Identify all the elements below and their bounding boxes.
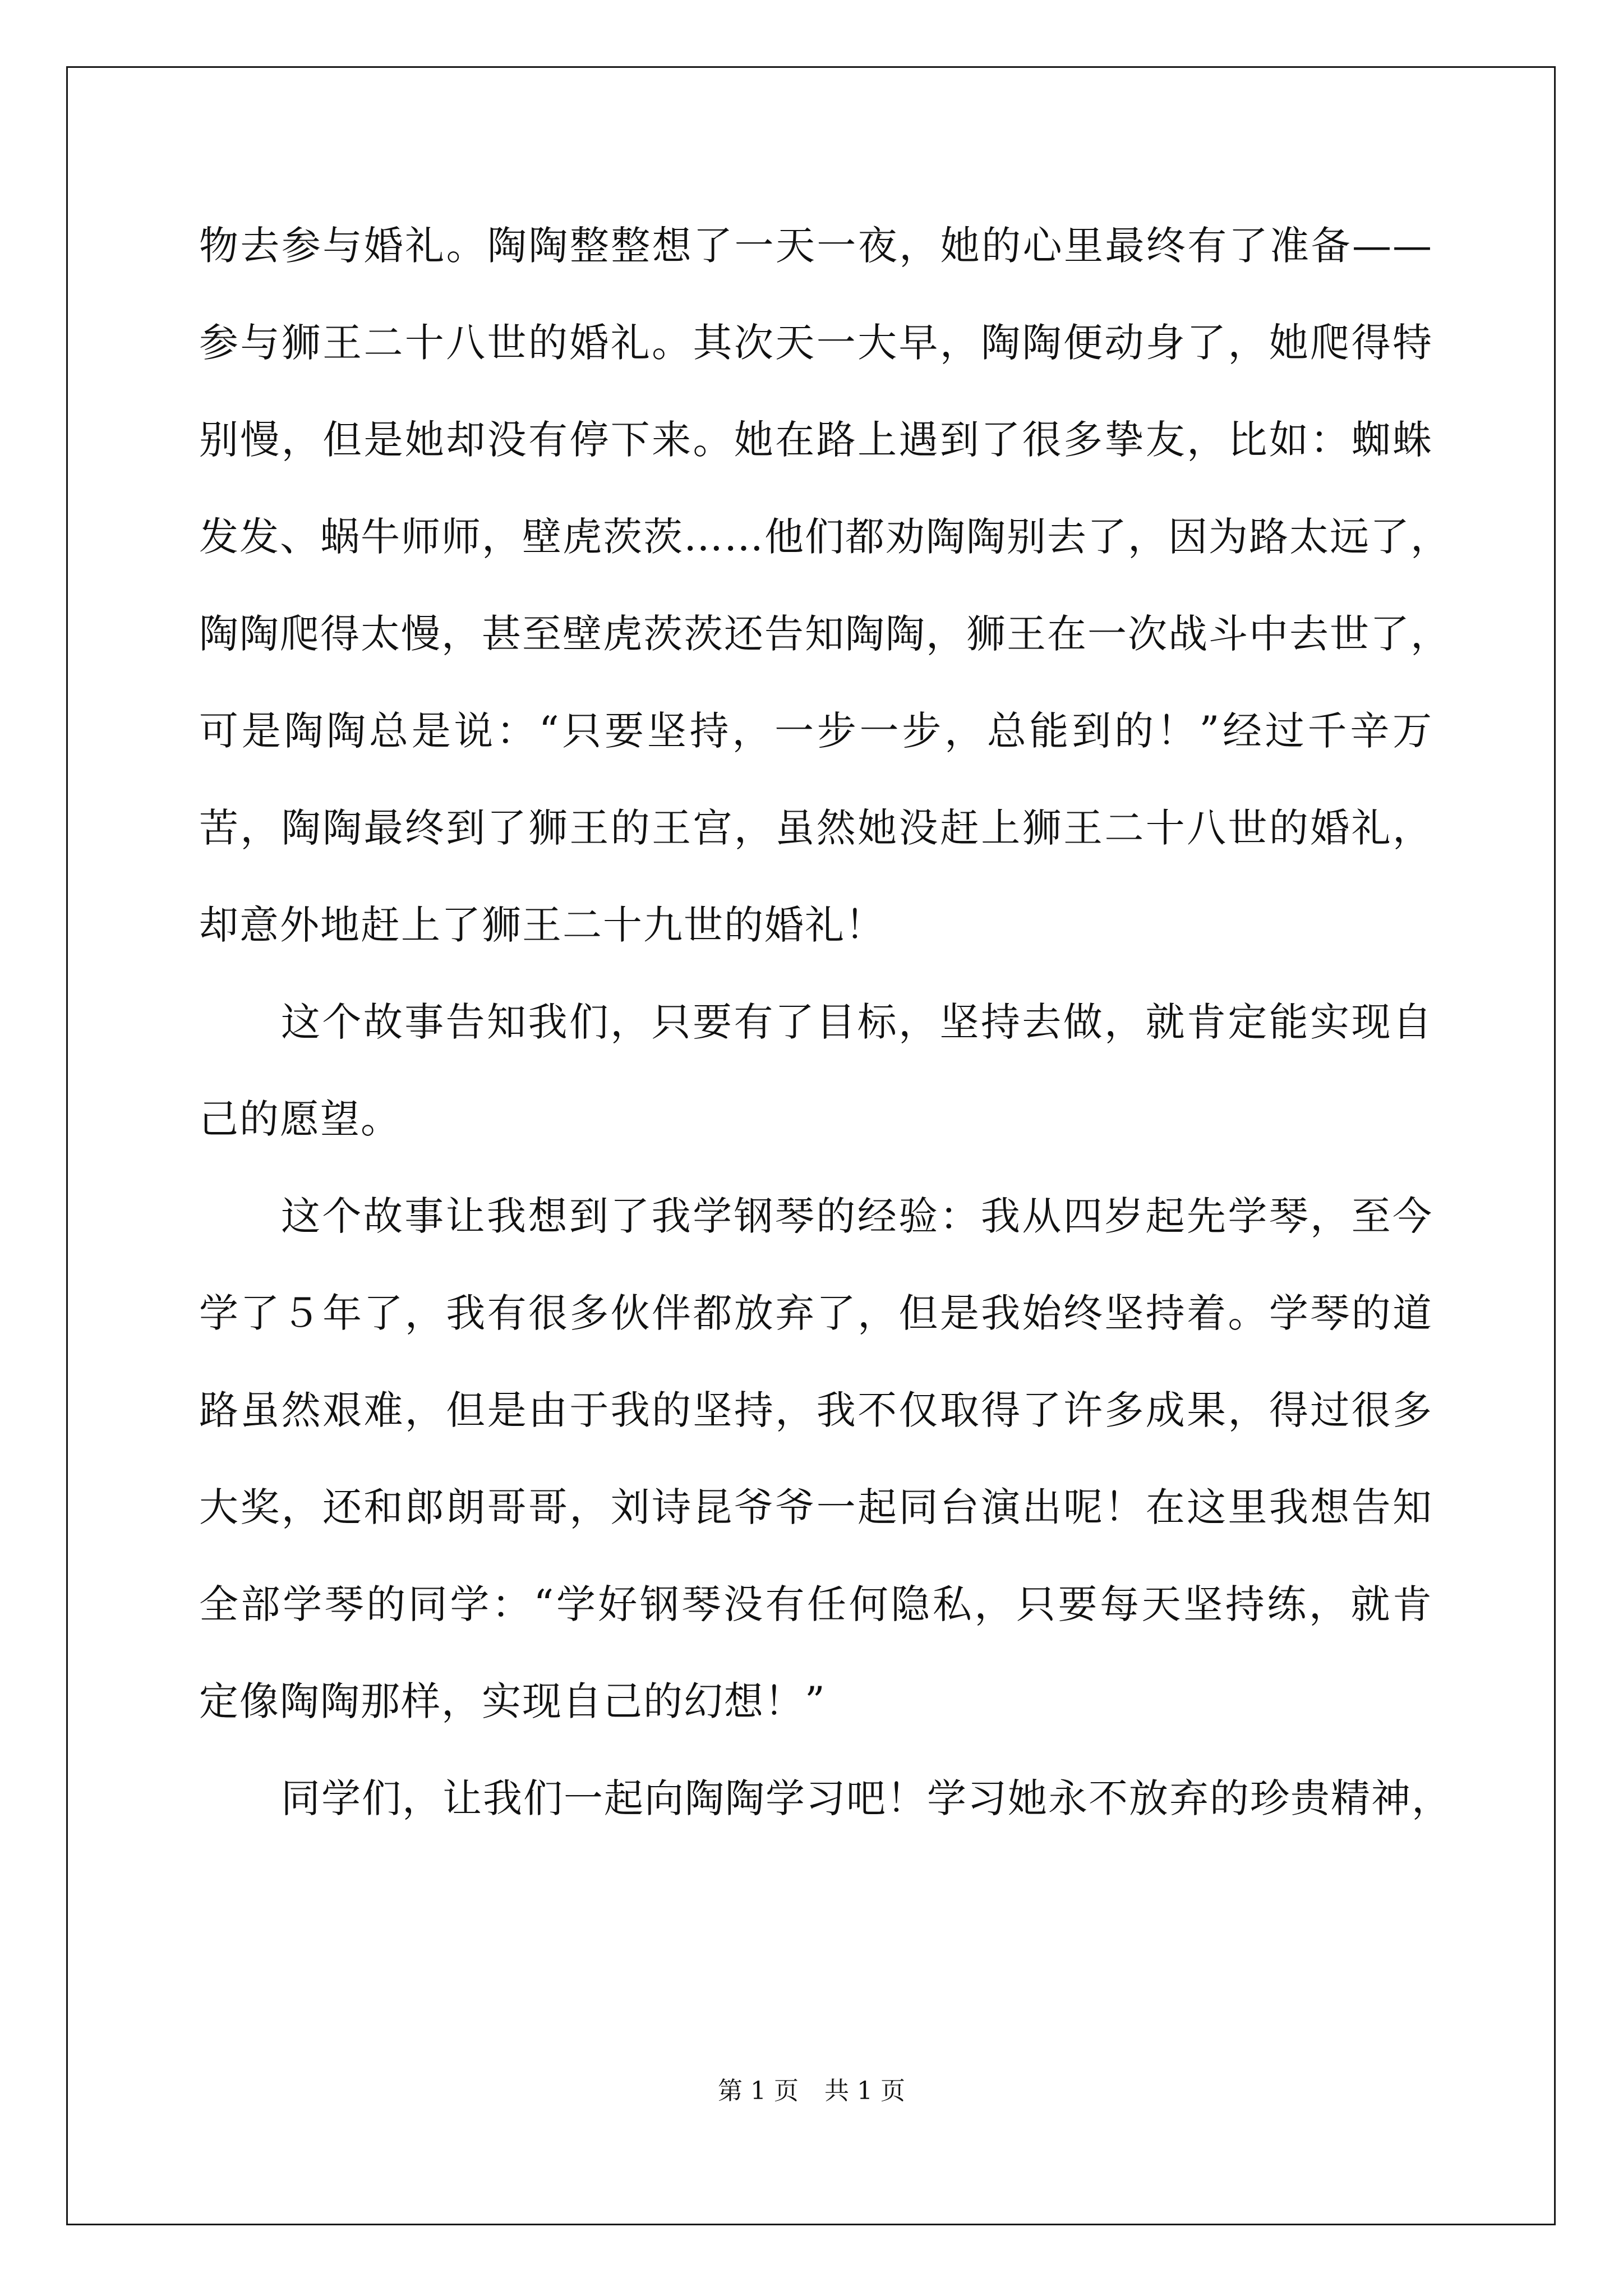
text-line: 路虽然艰难，但是由于我的坚持，我不仅取得了许多成果，得过很多 <box>199 1387 1433 1433</box>
text-line: 学了５年了，我有很多伙伴都放弃了，但是我始终坚持着。学琴的道 <box>199 1290 1433 1336</box>
text-line: 大奖，还和郎朗哥哥，刘诗昆爷爷一起同台演出呢！在这里我想告知 <box>199 1484 1433 1530</box>
text-line: 却意外地赶上了狮王二十九世的婚礼！ <box>199 902 886 948</box>
text-line: 全部学琴的同学：“学好钢琴没有任何隐私，只要每天坚持练，就肯 <box>199 1581 1433 1627</box>
text-line: 定像陶陶那样，实现自己的幻想！” <box>199 1678 826 1724</box>
text-line: 己的愿望。 <box>199 1096 401 1142</box>
text-line: 别慢，但是她却没有停下来。她在路上遇到了很多挚友，比如：蜘蛛 <box>199 417 1433 463</box>
text-line: 物去参与婚礼。陶陶整整想了一天一夜，她的心里最终有了准备—— <box>199 223 1433 269</box>
text-line: 发发、蜗牛师师，壁虎茨茨……他们都劝陶陶别去了，因为路太远了， <box>199 514 1451 560</box>
document-body <box>199 218 1452 1867</box>
page-number: 第 1 页 <box>718 2077 799 2105</box>
text-line: 苦，陶陶最终到了狮王的王宫，虽然她没赶上狮王二十八世的婚礼， <box>199 805 1433 851</box>
paragraph-first-line: 同学们，让我们一起向陶陶学习吧！学习她永不放弃的珍贵精神， <box>281 1775 1452 1821</box>
paragraph-first-line: 这个故事告知我们，只要有了目标，坚持去做，就肯定能实现自 <box>281 999 1433 1045</box>
page-count: 共 1 页 <box>824 2077 905 2105</box>
text-line: 参与狮王二十八世的婚礼。其次天一大早，陶陶便动身了，她爬得特 <box>199 320 1433 366</box>
text-line: 陶陶爬得太慢，甚至壁虎茨茨还告知陶陶，狮王在一次战斗中去世了， <box>199 611 1451 657</box>
page-footer <box>0 2074 1623 2108</box>
paragraph-first-line: 这个故事让我想到了我学钢琴的经验：我从四岁起先学琴，至今 <box>281 1193 1433 1239</box>
text-line: 可是陶陶总是说：“只要坚持，一步一步，总能到的！”经过千辛万 <box>199 708 1433 754</box>
